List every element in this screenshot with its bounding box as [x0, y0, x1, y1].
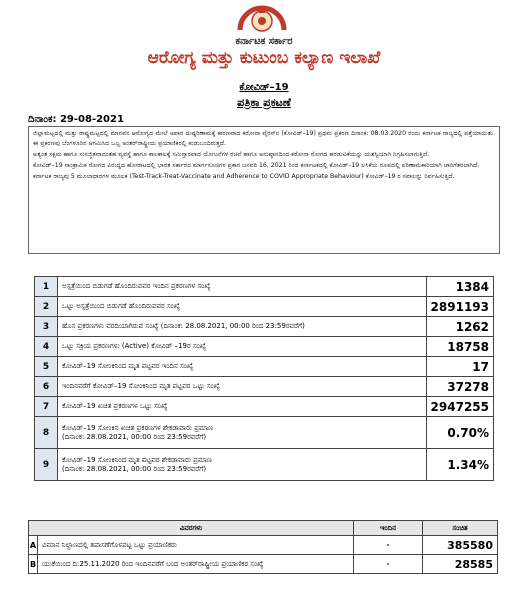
row-label: ವಿಮಾನ ನಿಲ್ದಾಣದಲ್ಲಿ ತಪಾಸಣೆಗೊಳಪಟ್ಟ ಒಟ್ಟು ಪ್ರಯಾಣಿಕರು	[38, 536, 354, 555]
header-total: ಸಂಚಿತ	[423, 521, 498, 536]
table-row	[35, 357, 494, 377]
row-number: 7	[35, 397, 58, 417]
table-header-row	[29, 521, 498, 536]
row-value: 17	[426, 357, 493, 377]
row-value: 1384	[426, 277, 493, 297]
karnataka-emblem-icon	[236, 0, 288, 34]
table-row	[35, 277, 494, 297]
row-label: ಕೋವಿಡ್–19 ಖಚಿತ ಪ್ರಕರಣಗಳ ಒಟ್ಟು ಸಂಖ್ಯೆ	[58, 397, 427, 417]
row-letter: A	[29, 536, 38, 555]
travel-table	[28, 520, 498, 574]
government-name: ಕರ್ನಾಟಕ ಸರ್ಕಾರ	[235, 36, 293, 47]
row-value: 2891193	[426, 297, 493, 317]
intro-paragraph: ಕೋವಿಡ್–19 ಸಾಂಕ್ರಾಮಿಕ ರೋಗದ ವಿರುದ್ಧದ ಹೋರಾಟದಲ್ಲಿ ಭಾರತ ಸರ್ಕಾರದ ಮಾರ್ಗಸೂಚಿಗಳ ಪ್ರಕಾರ ಜನವರಿ 16, 2021 ರಿಂದ ಕರ್ನಾಟಕದಲ್ಲಿ ಕೋವಿಡ್–19 ಲಸಿಕೆಯ ರೂಪದಲ್ಲಿ ಪರಿಣಾಮಕಾರಿಯಾಗಿ ಜಾರಿಗೆತರಲಾಗಿದೆ.	[33, 162, 480, 169]
row-value: 1.34%	[426, 449, 493, 481]
table-row	[29, 555, 498, 574]
row-label-date: (ದಿನಾಂಕ: 28.08.2021, 00:00 ರಿಂದ 23:59ರವರೆಗೆ)	[62, 432, 207, 441]
covid-title: ಕೋವಿಡ್–19	[239, 82, 289, 93]
table-row	[35, 397, 494, 417]
table-row	[29, 536, 498, 555]
row-value: 0.70%	[426, 417, 493, 449]
table-row	[35, 417, 494, 449]
table-row	[35, 449, 494, 481]
row-number: 3	[35, 317, 58, 337]
press-release-page	[24, 0, 504, 600]
row-number: 5	[35, 357, 58, 377]
row-label: ಅಸ್ಪತ್ರೆಯಿಂದ ಬಿಡುಗಡೆ ಹೊಂದಿರುವವರ ಇಂದಿನ ಪ್ರಕರಣಗಳ ಸಂಖ್ಯೆ	[58, 277, 427, 297]
header-details: ವಿವರಗಳು	[29, 521, 354, 536]
release-date: ದಿನಾಂಕ: 29-08-2021	[28, 114, 124, 125]
intro-paragraph: ಕರ್ನಾಟಕ ರಾಜ್ಯವು 5 ಮೂಲಾಧಾರಗಳ ಮೂಲಕ (Test-Track-Treat-Vaccinate and Adherence to COVID Appropriate Behaviour) ಕೋವಿಡ್–19 ರ ಸವಾಲನ್ನು ನಿರ್ವಹಿಸುತ್ತಿದೆ.	[33, 173, 455, 180]
row-label-main: ಕೋವಿಡ್–19 ಸೋಂಕಿನ ಖಚಿತ ಪ್ರಕರಣಗಳ ಶೇಕಡಾವಾರು ಪ್ರಮಾಣ	[62, 423, 214, 432]
row-letter: B	[29, 555, 38, 574]
table-row	[35, 377, 494, 397]
row-value: 2947255	[426, 397, 493, 417]
row-number: 8	[35, 417, 58, 449]
intro-box	[28, 126, 500, 254]
table-row	[35, 317, 494, 337]
row-label-date: (ದಿನಾಂಕ: 28.08.2021, 00:00 ರಿಂದ 23:59ರವರೆಗೆ)	[62, 464, 207, 473]
intro-paragraph: ಜಿಲ್ಲಾಮಟ್ಟದಲ್ಲಿ ಮತ್ತು ರಾಷ್ಟ್ರಮಟ್ಟದಲ್ಲಿ ಮಾನವನ ಆರೋಗ್ಯದ ಮೇಲೆ ಅಪಾರ ದುಷ್ಪರಿಣಾಮಕ್ಕೆ ಕಾರಣವಾದ ಕರೋನಾ ವೈರಸ್‌ನ (ಕೋವಿಡ್–19) ಪ್ರಥಮ ಪ್ರಕರಣ ದಿನಾಂಕ: 08.03.2020 ರಂದು ಕರ್ನಾಟಕ ರಾಜ್ಯದಲ್ಲಿ ಪತ್ತೆಯಾಯಿತು. ಈ ಪ್ರಕರಣವು ಬೆಂಗಳೂರಿನ ಆಗಮಿಸಿದ ಒಬ್ಬ ಅಂತರ್‌ರಾಷ್ಟ್ರೀಯ ಪ್ರಯಾಣಿಕರಲ್ಲಿ ಕಂಡುಬಂದಿರುತ್ತದೆ.	[33, 130, 495, 147]
row-label	[58, 417, 427, 449]
row-today: -	[354, 555, 423, 574]
header-today: ಇಂದಿನ	[354, 521, 423, 536]
table-row	[35, 297, 494, 317]
row-label: ಹೊಸ ಪ್ರಕರಣಗಳು ವರದಿಯಾಗಿರುವ ಸಂಖ್ಯೆ (ದಿನಾಂಕ: 28.08.2021, 00:00 ರಿಂದ 23:59ರವರೆಗೆ)	[58, 317, 427, 337]
row-label-main: ಕೋವಿಡ್–19 ಸೋಂಕಿನಿಂದ ಮೃತ ಪಟ್ಟವರ ಶೇಕಡಾವಾರು ಪ್ರಮಾಣ	[62, 455, 212, 464]
row-number: 2	[35, 297, 58, 317]
row-label: ಯುಕೆಯಿಂದ ದಿ:25.11.2020 ರಿಂದ ಇಂದಿನವರೆಗೆ ಬಂದ ಅಂತರ್‌ರಾಷ್ಟ್ರೀಯ ಪ್ರಯಾಣಿಕರ ಸಂಖ್ಯೆ	[38, 555, 354, 574]
row-number: 9	[35, 449, 58, 481]
covid-stats-table	[34, 276, 494, 481]
row-number: 1	[35, 277, 58, 297]
row-total: 28585	[423, 555, 498, 574]
row-label: ಇಂದಿನವರೆಗೆ ಕೋವಿಡ್–19 ಸೋಂಕಿನಿಂದ ಮೃತ ಪಟ್ಟವರ ಒಟ್ಟು ಸಂಖ್ಯೆ	[58, 377, 427, 397]
header	[24, 0, 504, 122]
row-value: 37278	[426, 377, 493, 397]
row-number: 6	[35, 377, 58, 397]
row-number: 4	[35, 337, 58, 357]
row-label	[58, 449, 427, 481]
row-total: 385580	[423, 536, 498, 555]
row-today: -	[354, 536, 423, 555]
row-label: ಕೋವಿಡ್–19 ಸೋಂಕಿನಿಂದ ಮೃತ ಪಟ್ಟವರ ಇಂದಿನ ಸಂಖ್ಯೆ	[58, 357, 427, 377]
row-value: 1262	[426, 317, 493, 337]
press-release-title: ಪತ್ರಿಕಾ ಪ್ರಕಟಣೆ	[237, 96, 291, 109]
intro-paragraph: ಅತ್ಯಂತ ಸಕ್ಷಮ ಹಾಗೂ ಸುಸಜ್ಜಿತವಾದಂತಹ ವ್ಯವಸ್ಥೆ ಹಾಗೂ ಕಾಲಕಾಲಕ್ಕೆ ಸಮಿಸ್ತಾರವಾದ ಯೋಜನೆಗಳ ರಚನೆ ಹಾಗೂ ಅನುಷ್ಠಾನದಿಂದ ಕರೋನಾ ರೋಗದ ಹರಡುವಿಕೆಯನ್ನು ಯಶಸ್ವಿಯಾಗಿ ನಿಗ್ರಹಿಸಲಾಗುತ್ತಿದೆ.	[33, 151, 430, 158]
department-title: ಆರೋಗ್ಯ ಮತ್ತು ಕುಟುಂಬ ಕಲ್ಯಾಣ ಇಲಾಖೆ	[147, 48, 381, 68]
row-label: ಒಟ್ಟು ಅಸ್ಪತ್ರೆಯಿಂದ ಬಿಡುಗಡೆ ಹೊಂದಿರುವವರ ಸಂಖ್ಯೆ	[58, 297, 427, 317]
table-row	[35, 337, 494, 357]
row-value: 18758	[426, 337, 493, 357]
row-label: ಒಟ್ಟು ಸಕ್ರಿಯ ಪ್ರಕರಣಗಳು (Active) ಕೋವಿಡ್ –19ರ ಸಂಖ್ಯೆ	[58, 337, 427, 357]
